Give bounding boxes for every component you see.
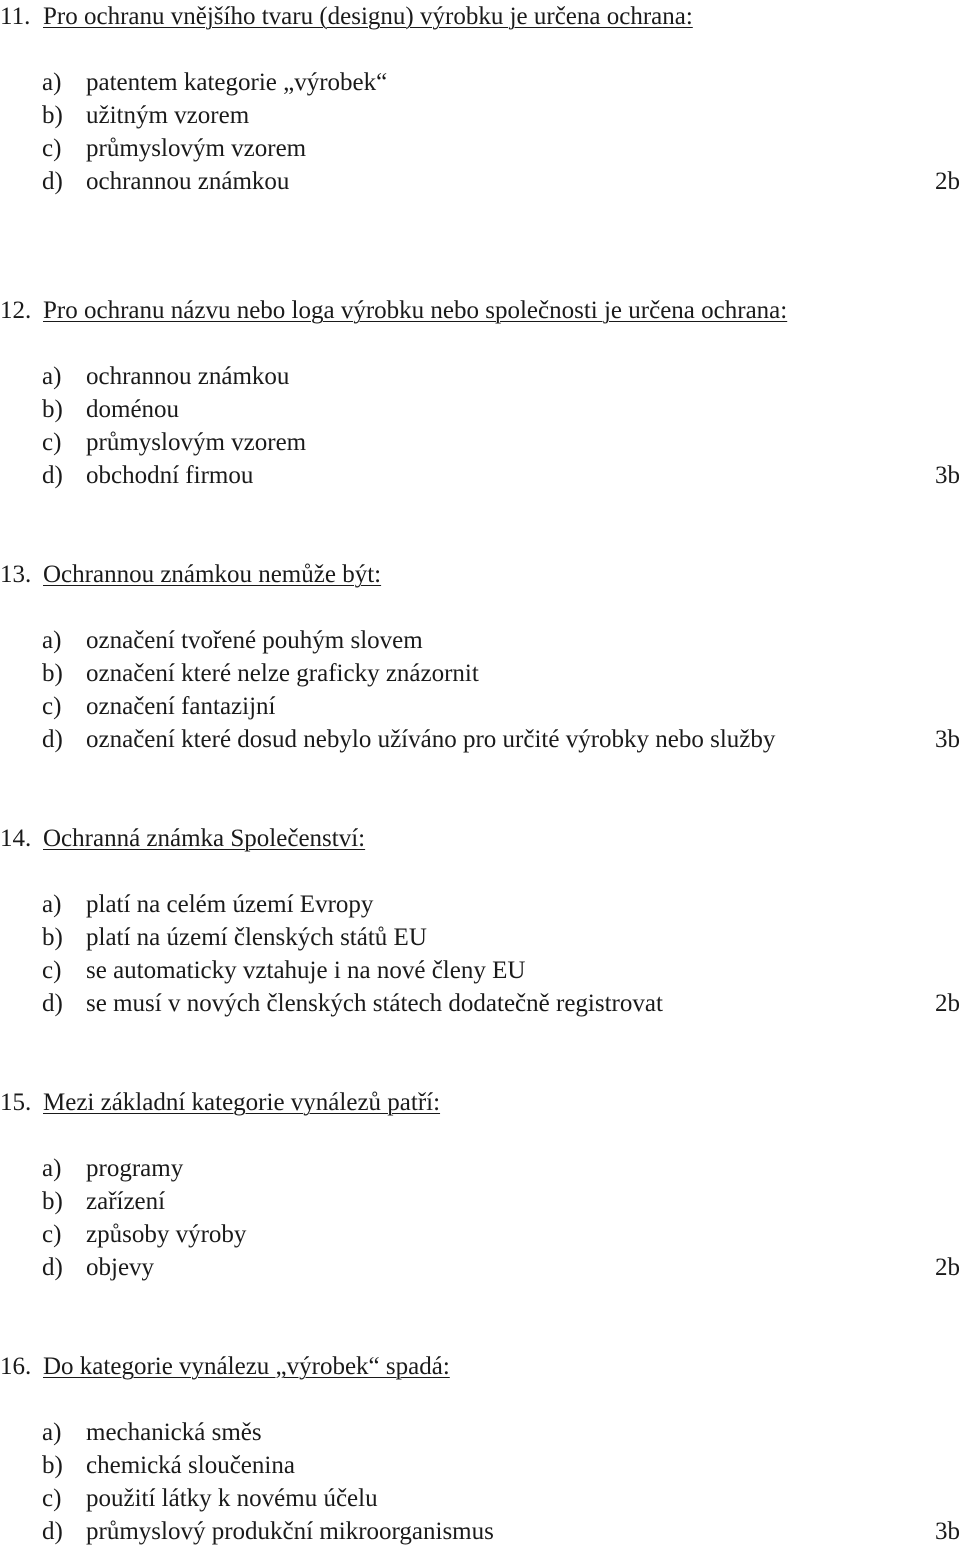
option-letter: a) — [42, 363, 62, 390]
option-text: průmyslový produkční mikroorganismus — [86, 1518, 494, 1545]
option-text: programy — [86, 1155, 184, 1182]
answer-options — [0, 888, 960, 1020]
option-text: platí na celém území Evropy — [86, 891, 374, 918]
answer-options — [0, 624, 960, 756]
option-letter: a) — [42, 1419, 62, 1446]
answer-option-c — [0, 1218, 960, 1251]
option-letter: a) — [42, 627, 62, 654]
question-text: Mezi základní kategorie vynálezů patří: — [43, 1089, 441, 1116]
answer-option-b — [0, 1185, 960, 1218]
question-heading — [0, 822, 960, 855]
answer-option-a — [0, 1416, 960, 1449]
answer-option-b — [0, 99, 960, 132]
question-number: 14. — [0, 825, 32, 852]
option-text: zařízení — [86, 1188, 166, 1215]
question-text: Ochrannou známkou nemůže být: — [43, 561, 382, 588]
option-text: označení tvořené pouhým slovem — [86, 627, 423, 654]
question-number: 13. — [0, 561, 32, 588]
answer-option-c — [0, 132, 960, 165]
points-value: 2b — [935, 1254, 960, 1281]
option-text: označení které nelze graficky znázornit — [86, 660, 479, 687]
answer-option-c — [0, 954, 960, 987]
answer-option-d — [0, 459, 960, 492]
option-text: chemická sloučenina — [86, 1452, 295, 1479]
option-letter: c) — [42, 1221, 62, 1248]
option-letter: b) — [42, 660, 63, 687]
option-text: označení které dosud nebylo užíváno pro určité výrobky nebo služby — [86, 726, 776, 753]
option-letter: d) — [42, 1254, 63, 1281]
option-letter: d) — [42, 1518, 63, 1545]
answer-option-d — [0, 1515, 960, 1548]
answer-options — [0, 66, 960, 198]
question-heading — [0, 558, 960, 591]
option-letter: b) — [42, 1452, 63, 1479]
question-text: Pro ochranu názvu nebo loga výrobku nebo společnosti je určena ochrana: — [43, 297, 788, 324]
option-letter: c) — [42, 429, 62, 456]
option-letter: d) — [42, 990, 63, 1017]
answer-option-c — [0, 426, 960, 459]
points-value: 3b — [935, 726, 960, 753]
question-12 — [0, 294, 960, 492]
option-letter: c) — [42, 1485, 62, 1512]
answer-options — [0, 1416, 960, 1548]
question-number: 11. — [0, 3, 31, 30]
option-letter: c) — [42, 957, 62, 984]
answer-options — [0, 1152, 960, 1284]
option-text: patentem kategorie „výrobek“ — [86, 69, 388, 96]
option-text: mechanická směs — [86, 1419, 262, 1446]
option-text: průmyslovým vzorem — [86, 135, 307, 162]
question-heading — [0, 1350, 960, 1383]
question-11 — [0, 0, 960, 198]
option-text: způsoby výroby — [86, 1221, 247, 1248]
answer-option-b — [0, 921, 960, 954]
option-text: objevy — [86, 1254, 155, 1281]
option-letter: d) — [42, 462, 63, 489]
answer-option-b — [0, 1449, 960, 1482]
question-heading — [0, 0, 960, 33]
question-heading — [0, 294, 960, 327]
option-letter: a) — [42, 1155, 62, 1182]
option-text: označení fantazijní — [86, 693, 276, 720]
option-text: se musí v nových členských státech dodatečně registrovat — [86, 990, 663, 1017]
question-text: Do kategorie vynálezu „výrobek“ spadá: — [43, 1353, 450, 1380]
answer-option-d — [0, 165, 960, 198]
option-text: užitným vzorem — [86, 102, 250, 129]
answer-option-d — [0, 1251, 960, 1284]
option-letter: d) — [42, 168, 63, 195]
answer-option-d — [0, 987, 960, 1020]
option-text: průmyslovým vzorem — [86, 429, 307, 456]
question-16 — [0, 1350, 960, 1548]
question-14 — [0, 822, 960, 1020]
question-heading — [0, 1086, 960, 1119]
option-letter: a) — [42, 891, 62, 918]
option-letter: c) — [42, 135, 62, 162]
option-text: použití látky k novému účelu — [86, 1485, 378, 1512]
question-text: Pro ochranu vnějšího tvaru (designu) výrobku je určena ochrana: — [43, 3, 693, 30]
answer-option-a — [0, 66, 960, 99]
option-letter: b) — [42, 1188, 63, 1215]
option-letter: b) — [42, 102, 63, 129]
option-letter: c) — [42, 693, 62, 720]
option-text: obchodní firmou — [86, 462, 254, 489]
question-text: Ochranná známka Společenství: — [43, 825, 366, 852]
option-letter: a) — [42, 69, 62, 96]
answer-option-a — [0, 360, 960, 393]
option-text: se automaticky vztahuje i na nové členy EU — [86, 957, 526, 984]
answer-option-b — [0, 393, 960, 426]
answer-option-b — [0, 657, 960, 690]
answer-option-c — [0, 690, 960, 723]
option-text: platí na území členských států EU — [86, 924, 427, 951]
points-value: 2b — [935, 990, 960, 1017]
question-15 — [0, 1086, 960, 1284]
question-number: 16. — [0, 1353, 32, 1380]
answer-options — [0, 360, 960, 492]
option-text: ochrannou známkou — [86, 363, 290, 390]
answer-option-a — [0, 888, 960, 921]
question-number: 15. — [0, 1089, 32, 1116]
points-value: 3b — [935, 1518, 960, 1545]
option-letter: b) — [42, 924, 63, 951]
points-value: 2b — [935, 168, 960, 195]
option-letter: d) — [42, 726, 63, 753]
option-text: ochrannou známkou — [86, 168, 290, 195]
answer-option-c — [0, 1482, 960, 1515]
question-13 — [0, 558, 960, 756]
question-number: 12. — [0, 297, 32, 324]
points-value: 3b — [935, 462, 960, 489]
answer-option-a — [0, 1152, 960, 1185]
option-text: doménou — [86, 396, 180, 423]
answer-option-a — [0, 624, 960, 657]
option-letter: b) — [42, 396, 63, 423]
answer-option-d — [0, 723, 960, 756]
